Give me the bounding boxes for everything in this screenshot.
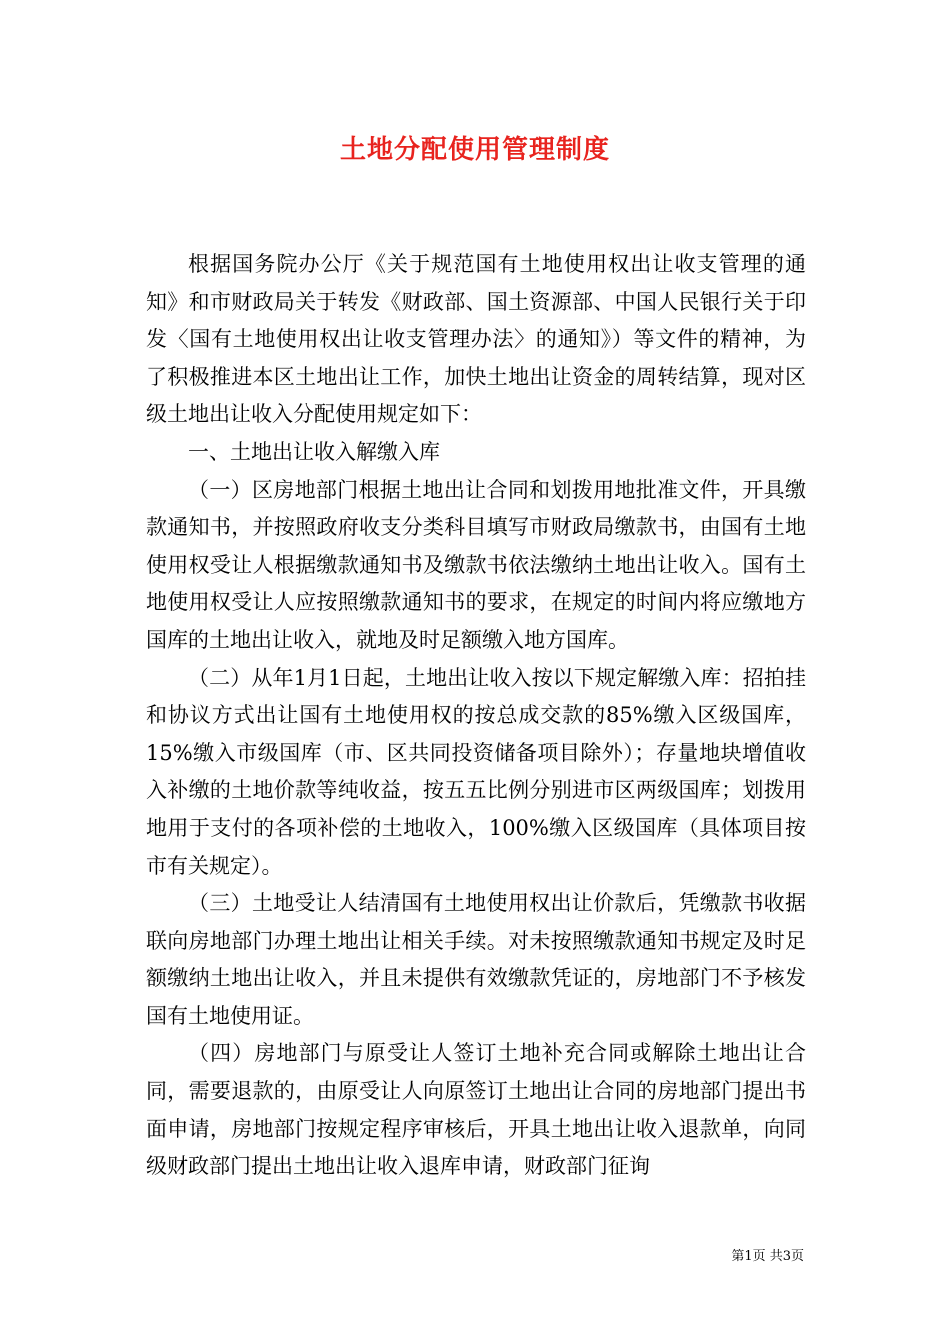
page-title: 土地分配使用管理制度 <box>339 135 610 165</box>
section-heading-1: 一、土地出让收入解缴入库 <box>188 439 440 464</box>
page-number-footer: 第1页 共3页 <box>731 1249 804 1264</box>
document-body <box>146 246 806 1186</box>
paragraph-item-3: （三）土地受让人结清国有土地使用权出让价款后，凭缴款书收据联向房地部门办理土地出让相关手续。对未按照缴款通知书规定及时足额缴纳土地出让收入，并且未提供有效缴款凭证的，房地部门不予核发国有土地使用证。 <box>146 891 806 1028</box>
paragraph-intro: 根据国务院办公厅《关于规范国有土地使用权出让收支管理的通知》和市财政局关于转发《财政部、国土资源部、中国人民银行关于印发〈国有土地使用权出让收支管理办法〉的通知》）等文件的精神，为了积极推进本区土地出让工作，加快土地出让资金的周转结算，现对区级土地出让收入分配使用规定如下： <box>146 252 806 427</box>
paragraph-item-1: （一）区房地部门根据土地出让合同和划拨用地批准文件，开具缴款通知书，并按照政府收支分类科目填写市财政局缴款书，由国有土地使用权受让人根据缴款通知书及缴款书依法缴纳土地出让收入。国有土地使用权受让人应按照缴款通知书的要求，在规定的时间内将应缴地方国库的土地出让收入，就地及时足额缴入地方国库。 <box>146 477 806 652</box>
paragraph-item-4: （四）房地部门与原受让人签订土地补充合同或解除土地出让合同，需要退款的，由原受让人向原签订土地出让合同的房地部门提出书面申请，房地部门按规定程序审核后，开具土地出让收入退款单，向同级财政部门提出土地出让收入退库申请，财政部门征询 <box>146 1041 806 1179</box>
paragraph-item-2: （二）从年1月1日起，土地出让收入按以下规定解缴入库：招拍挂和协议方式出让国有土地使用权的按总成交款的85%缴入区级国库，15%缴入市级国库（市、区共同投资储备项目除外）；存量地块增值收入补缴的土地价款等纯收益，按五五比例分别进市区两级国库；划拨用地用于支付的各项补偿的土地收入，100%缴入区级国库（具体项目按市有关规定）。 <box>146 665 806 878</box>
